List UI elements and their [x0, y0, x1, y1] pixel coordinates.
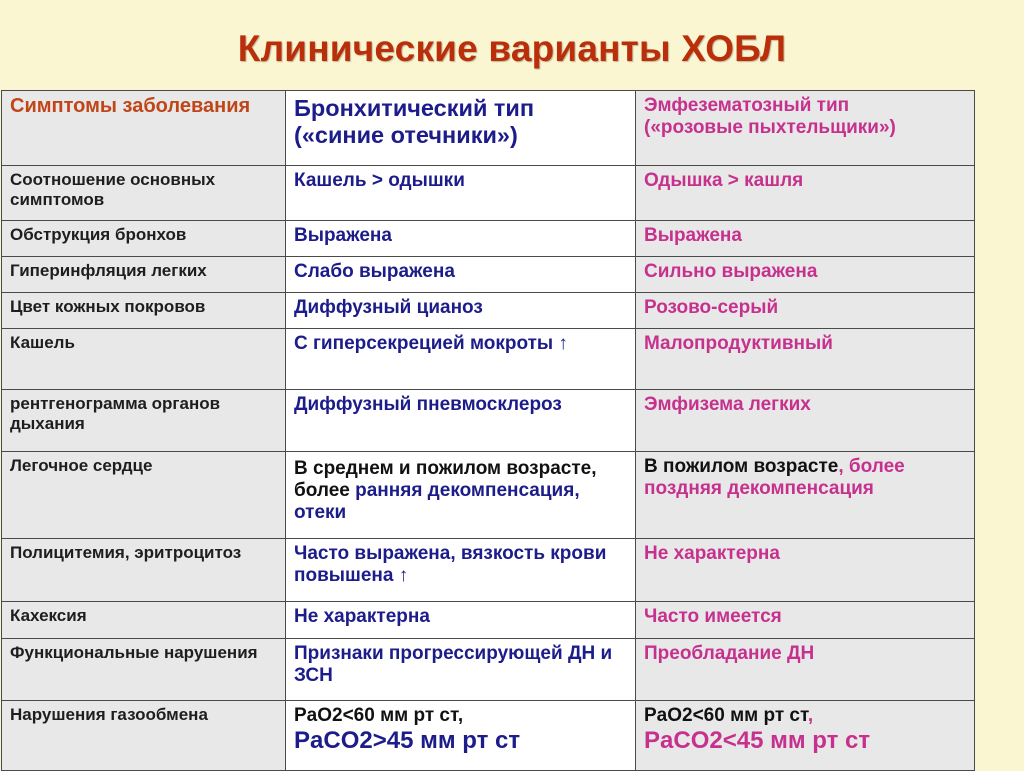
bronchitic-cell: Диффузный цианоз — [286, 293, 636, 329]
symptom-cell: Соотношение основных симптомов — [2, 166, 286, 221]
bronchitic-cell: Часто выражена, вязкость крови повышена ↑ — [286, 539, 636, 602]
emphysematous-cell: Эмфизема легких — [636, 390, 975, 452]
symptom-cell: Гиперинфляция легких — [2, 257, 286, 293]
table-row — [2, 390, 975, 452]
table-row — [2, 452, 975, 539]
header-emphysematous-type — [636, 91, 975, 166]
header-symptoms: Симптомы заболевания — [2, 91, 286, 166]
symptom-cell: рентгенограмма органов дыхания — [2, 390, 286, 452]
bronchitic-cell: Кашель > одышки — [286, 166, 636, 221]
symptom-cell: Полицитемия, эритроцитоз — [2, 539, 286, 602]
table-row — [2, 639, 975, 701]
emphysematous-cell: Малопродуктивный — [636, 329, 975, 390]
emphysematous-pao2: PaO2<60 мм рт ст — [644, 705, 808, 726]
bronchitic-cell: Диффузный пневмосклероз — [286, 390, 636, 452]
emphysematous-cell — [636, 701, 975, 771]
bronchitic-cell: Слабо выражена — [286, 257, 636, 293]
bronchitic-paco2: PaCO2>45 мм рт ст — [294, 726, 521, 754]
emphysematous-text-pink: более поздняя декомпенсация — [644, 456, 905, 499]
emphysematous-pao2-separator: , — [807, 705, 814, 726]
page-title: Клинические варианты ХОБЛ — [237, 28, 787, 69]
symptom-cell: Кахексия — [2, 602, 286, 639]
emphysematous-text-black: В пожилом возрасте — [644, 456, 839, 477]
symptom-cell: Обструкция бронхов — [2, 221, 286, 257]
header-bronchitic-type — [286, 91, 636, 166]
bronchitic-pao2: PaO2<60 мм рт ст, — [294, 705, 464, 726]
table-row — [2, 293, 975, 329]
emphysematous-cell: Преобладание ДН — [636, 639, 975, 701]
table-row — [2, 602, 975, 639]
bronchitic-cell: С гиперсекрецией мокроты ↑ — [286, 329, 636, 390]
header-bronchitic-line1: Бронхитический тип — [294, 95, 535, 121]
symptom-cell: Нарушения газообмена — [2, 701, 286, 771]
header-emphysematous-line1: Эмфезематозный тип — [644, 95, 850, 116]
emphysematous-cell: Одышка > кашля — [636, 166, 975, 221]
bronchitic-cell: Не характерна — [286, 602, 636, 639]
emphysematous-separator: , — [838, 456, 844, 477]
emphysematous-cell: Часто имеется — [636, 602, 975, 639]
emphysematous-cell: Сильно выражена — [636, 257, 975, 293]
table-row — [2, 539, 975, 602]
bronchitic-cell: Выражена — [286, 221, 636, 257]
table-row — [2, 257, 975, 293]
emphysematous-cell: Розово-серый — [636, 293, 975, 329]
table-row — [2, 166, 975, 221]
header-bronchitic-line2: («синие отечники») — [294, 122, 518, 149]
bronchitic-cell — [286, 701, 636, 771]
emphysematous-cell: Не характерна — [636, 539, 975, 602]
bronchitic-text-blue: ранняя декомпенсация, отеки — [294, 479, 580, 523]
symptom-cell: Цвет кожных покровов — [2, 293, 286, 329]
table-row — [2, 221, 975, 257]
comparison-table — [1, 90, 975, 771]
symptom-cell: Кашель — [2, 329, 286, 390]
bronchitic-cell: Признаки прогрессирующей ДН и ЗСН — [286, 639, 636, 701]
symptom-cell: Функциональные нарушения — [2, 639, 286, 701]
table-header-row — [2, 91, 975, 166]
table-row — [2, 329, 975, 390]
emphysematous-cell: Выражена — [636, 221, 975, 257]
header-emphysematous-line2: («розовые пыхтельщики») — [644, 116, 896, 138]
bronchitic-text-black: В среднем и пожилом возрасте, более — [294, 458, 597, 501]
symptom-cell: Легочное сердце — [2, 452, 286, 539]
table-row — [2, 701, 975, 771]
emphysematous-paco2: PaCO2<45 мм рт ст — [644, 726, 871, 754]
bronchitic-cell — [286, 452, 636, 539]
emphysematous-cell — [636, 452, 975, 539]
